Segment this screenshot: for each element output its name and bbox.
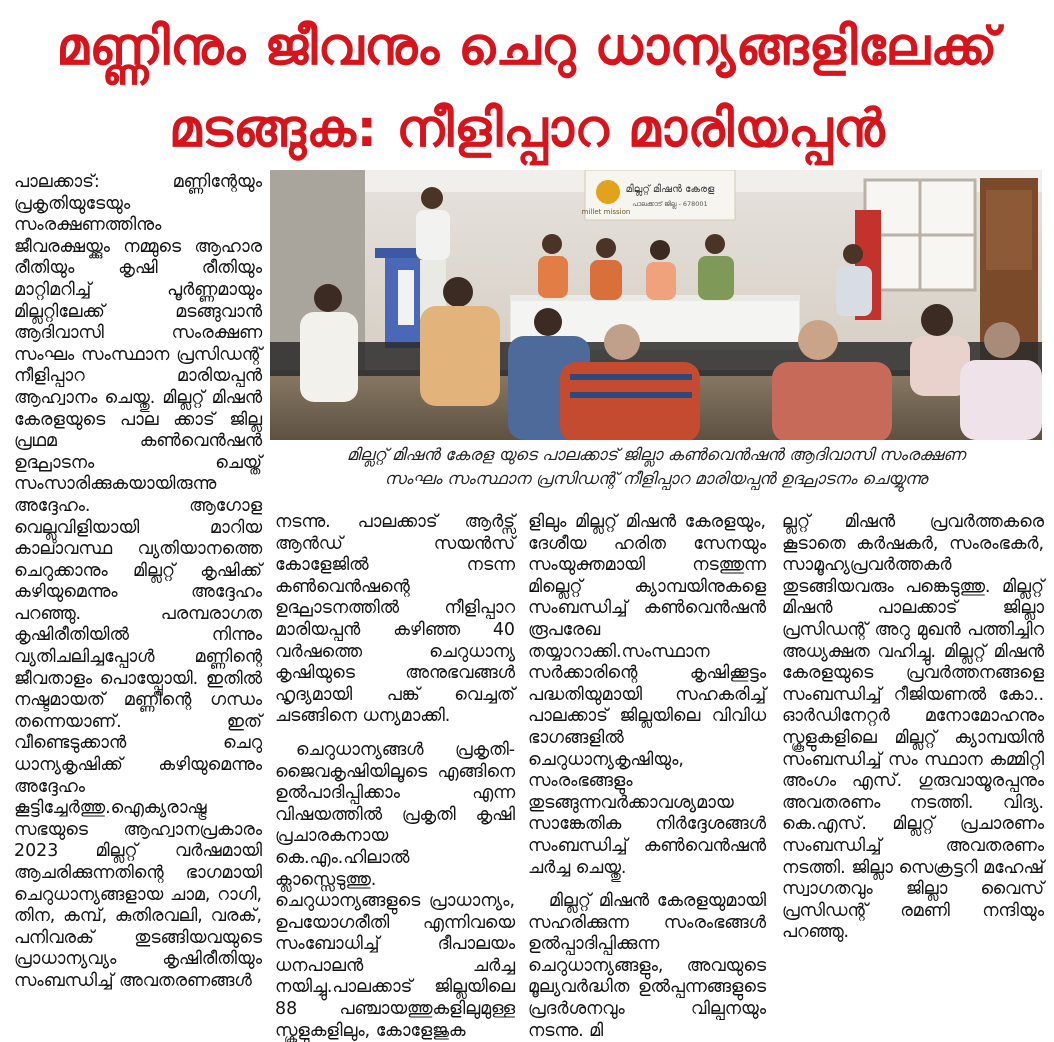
event-photo-illustration xyxy=(270,170,1042,440)
article-column-4 xyxy=(782,512,1044,944)
article-column-2 xyxy=(275,512,515,1042)
banner-subtitle: പാലക്കാട് ജില്ല - 678001 xyxy=(632,200,708,208)
headline-line-1: മണ്ണിനും ജീവനും ചെറു ധാന്യങ്ങളിലേക്ക് xyxy=(56,17,998,77)
caption-line-1: മില്ലറ്റ് മിഷൻ കേരള യുടെ പാലക്കാട് ജില്ലാ കൺവെൻഷൻ ആദിവാസി സംരക്ഷണ xyxy=(346,445,966,464)
paragraph: ചെറുധാന്യങ്ങൾ പ്രകൃതി-ജൈവകൃഷിയിലൂടെ എങ്ങിനെ ഉൽപാദിപ്പിക്കാം എന്ന വിഷയത്തിൽ പ്രകൃതി കൃഷി പ്രചാരകനായ കെ.എം.ഹിലാൽ ക്ലാസ്സെടുത്തു. ചെറുധാന്യങ്ങളുടെ പ്രാധാന്യം, ഉപയോഗരീതി എന്നിവയെ സംബോധിച്ച് ദീപാലയം ധനപാലൻ ചർച്ച നയിച്ചു.പാലക്കാട് ജില്ലയിലെ 88 പഞ്ചായത്തുകളിലുമുള്ള സ്കൂളുകളിലും, കോളേജുക xyxy=(275,739,515,1041)
banner-title: മില്ലറ്റ് മിഷൻ കേരള xyxy=(625,184,715,195)
caption-line-2: സംഘം സംസ്ഥാന പ്രസിഡന്റ് നീളിപ്പാറ മാരിയപ്പൻ ഉദ്ഘാടനം ചെയ്യുന്നു xyxy=(384,469,928,488)
headline-line-2: മടങ്ങുക: നീളിപ്പാറ മാരിയപ്പൻ xyxy=(168,99,886,159)
article-column-1 xyxy=(14,172,262,993)
paragraph: പാലക്കാട്: മണ്ണിന്റേയും പ്രകൃതിയുടേയും സംരക്ഷണത്തിനും ജീവരക്ഷയ്ക്കും നമ്മുടെ ആഹാര രീതിയും കൃഷി രീതിയും മാറ്റിമറിച്ച് പൂർണ്ണമായും മില്ലറ്റിലേക്ക് മടങ്ങുവാൻ ആദിവാസി സംരക്ഷണ സംഘം സംസ്ഥാന പ്രസിഡന്റ് നീളിപ്പാറ മാരിയപ്പൻ ആഹ്വാനം ചെയ്തു. മില്ലറ്റ് മിഷൻ കേരളയുടെ പാല ക്കാട് ജില്ല പ്രഥമ കൺവെൻഷൻ ഉദ്ഘാടനം ചെയ്ത് സംസാരിക്കുകയായിരുന്നു അദ്ദേഹം. ആഗോള വെല്ലുവിളിയായി മാറിയ കാലാവസ്ഥ വ്യതിയാനത്തെ ചെറുക്കാനും മില്ലറ്റ് കൃഷിക്ക് കഴിയുമെന്നും അദ്ദേഹം പറഞ്ഞു. പരമ്പരാഗത കൃഷിരീതിയിൽ നിന്നും വ്യതിചലിച്ചപ്പോൾ മണ്ണിന്റെ ജീവതാളം പൊയ്പ്പോയി. ഇതിൽ നഷ്ടമായത് മണ്ണിന്റെ ഗന്ധം തന്നെയാണ്. ഇത് വീണ്ടെടുക്കാൻ ചെറു ധാന്യകൃഷിക്ക് കഴിയുമെന്നും അദ്ദേഹം കൂട്ടിച്ചേർത്തു.ഐക്യരാഷ്ട്ര സഭയുടെ ആഹ്വാനപ്രകാരം 2023 മില്ലറ്റ് വർഷമായി ആചരിക്കുന്നതിന്റെ ഭാഗമായി ചെറുധാന്യങ്ങളായ ചാമ, റാഗി, തിന, കമ്പ്, കുതിരവലി, വരക്, പനിവരക് തുടങ്ങിയവയുടെ പ്രാധാന്യവ്യം കൃഷിരീതിയും സംബന്ധിച്ച് അവതരണങ്ങൾ xyxy=(14,172,262,991)
paragraph: ളിലും മില്ലറ്റ് മിഷൻ കേരളയും, ദേശീയ ഹരിത സേനയും സംയുക്തമായി നടത്തുന്ന മില്ലെറ്റ് ക്യാമ്പയിനുകളെ സംബന്ധിച്ച് കൺവെൻഷൻ രൂപരേഖ തയ്യാറാക്കി.സംസ്ഥാന സർക്കാരിന്റെ കൃഷിക്കൂട്ടം പദ്ധതിയുമായി സഹകരിച്ച് പാലക്കാട് ജില്ലയിലെ വിവിധ ഭാഗങ്ങളിൽ ചെറുധാന്യകൃഷിയും, സംരംഭങ്ങളും തുടങ്ങുന്നവർക്കാവശ്യമായ സാങ്കേതിക നിർദ്ദേശങ്ങൾ സംബന്ധിച്ച് കൺവെൻഷൻ ചർച്ച ചെയ്തു. xyxy=(528,512,766,878)
paragraph: ല്ലറ്റ് മിഷൻ പ്രവർത്തകരെ കൂടാതെ കർഷകർ, സംരംഭകർ, സാമൂഹ്യപ്രവർത്തകർ തുടങ്ങിയവരും പങ്കെടുത്തു. മില്ലറ്റ് മിഷൻ പാലക്കാട് ജില്ലാ പ്രസിഡന്റ് അറു മുഖൻ പത്തിച്ചിറ അധ്യക്ഷത വഹിച്ചു. മില്ലറ്റ് മിഷൻ കേരളയുടെ പ്രവർത്തനങ്ങളെ സംബന്ധിച്ച് റീജിയണൽ കോ.. ഓർഡിനേറ്റർ മനോമോഹനും സ്കൂളുകളിലെ മില്ലറ്റ് ക്യാമ്പയിൻ സംബന്ധിച്ച് സം സ്ഥാന കമ്മിറ്റി അംഗം എസ്. ഗുരുവായൂരപ്പനും അവതരണം നടത്തി. വിദ്യ. കെ.എസ്. മില്ലറ്റ് പ്രചാരണം സംബന്ധിച്ച് അവതരണം നടത്തി. ജില്ലാ സെക്രട്ടറി മഹേഷ് സ്വാഗതവും ജില്ലാ വൈസ് പ്രസിഡന്റ് രമണി നന്ദിയും പറഞ്ഞു. xyxy=(782,512,1044,943)
photo-caption xyxy=(270,443,1042,491)
article-column-3 xyxy=(528,512,766,1042)
headline xyxy=(0,6,1054,170)
paragraph: മില്ലറ്റ് മിഷൻ കേരളയുമായി സഹരിക്കുന്ന സംരംഭങ്ങൾ ഉൽപ്പാദിപ്പിക്കുന്ന ചെറുധാന്യങ്ങളും, അവയുടെ മൂല്യവർദ്ധിത ഉൽപ്പന്നങ്ങളുടെ പ്രദർശനവും വില്പനയും നടന്നു. മി xyxy=(528,891,766,1041)
event-photo xyxy=(270,170,1042,440)
banner-logo-text: millet mission xyxy=(581,208,631,216)
paragraph: നടന്നു. പാലക്കാട് ആർട്സ് ആൻഡ് സയൻസ് കോളേജിൽ നടന്ന കൺവെൻഷന്റെ ഉദ്ഘാടനത്തിൽ നീളിപ്പാറ മാരിയപ്പൻ കഴിഞ്ഞ 40 വർഷത്തെ ചെറുധാന്യ കൃഷിയുടെ അനുഭവങ്ങൾ ഹൃദ്യമായി പങ്ക് വെച്ചത് ചടങ്ങിനെ ധന്യമാക്കി. xyxy=(275,512,515,727)
